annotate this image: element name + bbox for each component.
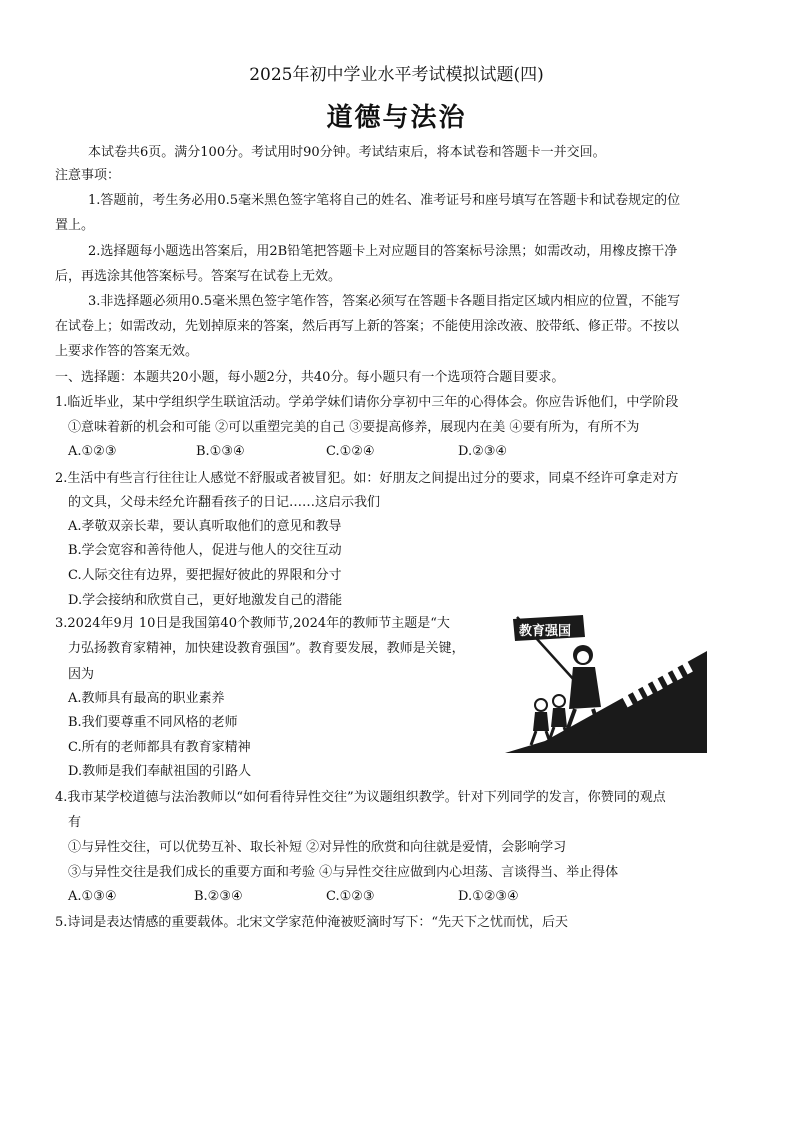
section-1-heading: 一、选择题：本题共20小题，每小题2分，共40分。每小题只有一个选项符合题目要求。 [55, 370, 565, 385]
q4-stem-line-1: 4.我市某学校道德与法治教师以“如何看待异性交往”为议题组织教学。针对下列同学的发言，你赞同的观点 [55, 790, 666, 805]
child-1-body [533, 712, 549, 731]
child-2-body [551, 708, 567, 727]
q2-option-d[interactable]: D.学会接纳和欣赏自己，更好地激发自己的潜能 [68, 593, 343, 608]
intro-text: 本试卷共6页。满分100分。考试用时90分钟。考试结束后，将本试卷和答题卡一并交回。 [88, 145, 606, 160]
q4-items-line-2: ③与异性交往是我们成长的重要方面和考验 ④与异性交往应做到内心坦荡、言谈得当、举止得体 [68, 865, 619, 880]
q3-stem-line-3: 因为 [68, 667, 95, 682]
note-1-line-1: 1.答题前，考生务必用0.5毫米黑色签字笔将自己的姓名、准考证号和座号填写在答题卡和试卷规定的位 [88, 193, 681, 208]
q1-items: ①意味着新的机会和可能 ②可以重塑完美的自己 ③要提高修养，展现内在美 ④要有所为，有所不为 [68, 420, 640, 435]
q4-option-d[interactable]: D.①②③④ [458, 889, 519, 904]
q2-option-c[interactable]: C.人际交往有边界，要把握好彼此的界限和分寸 [68, 568, 342, 583]
q4-option-a[interactable]: A.①③④ [68, 889, 117, 904]
q3-option-a[interactable]: A.教师具有最高的职业素养 [68, 691, 225, 706]
q4-items-line-1: ①与异性交往，可以优势互补、取长补短 ②对异性的欣赏和向往就是爱情，会影响学习 [68, 840, 567, 855]
q1-option-b[interactable]: B.①③④ [196, 444, 245, 459]
note-1-line-2: 置上。 [55, 218, 95, 233]
q2-stem-line-1: 2.生活中有些言行往往让人感觉不舒服或者被冒犯。如：好朋友之间提出过分的要求，同桌不经许可拿走对方 [55, 471, 679, 486]
q1-option-a[interactable]: A.①②③ [68, 444, 117, 459]
q2-option-b[interactable]: B.学会宽容和善待他人，促进与他人的交往互动 [68, 543, 342, 558]
q4-options [68, 887, 588, 907]
child-2-head [553, 695, 565, 707]
q4-stem-line-2: 有 [68, 815, 82, 830]
q3-option-c[interactable]: C.所有的老师都具有教育家精神 [68, 740, 251, 755]
q1-option-d[interactable]: D.②③④ [458, 444, 508, 459]
teacher-flag-illustration [505, 611, 707, 753]
q4-option-c[interactable]: C.①②③ [326, 889, 375, 904]
q2-stem-line-2: 的文具，父母未经允许翻看孩子的日记……这启示我们 [68, 495, 381, 510]
note-2-line-1: 2.选择题每小题选出答案后，用2B铅笔把答题卡上对应题目的答案标号涂黑；如需改动，用橡皮擦干净 [88, 244, 678, 259]
child-1-head [535, 699, 547, 711]
note-3-line-3: 上要求作答的答案无效。 [55, 344, 199, 359]
note-3-line-1: 3.非选择题必须用0.5毫米黑色签字笔作答，答案必须写在答题卡各题目指定区域内相应的位置，不能写 [88, 294, 681, 309]
q1-stem: 1.临近毕业，某中学组织学生联谊活动。学弟学妹们请你分享初中三年的心得体会。你应告诉他们，中学阶段 [55, 395, 679, 410]
note-3-line-2: 在试卷上；如需改动，先划掉原来的答案，然后再写上新的答案；不能使用涂改液、胶带纸、修正带。不按以 [55, 319, 680, 334]
flag-text: 教育强国 [519, 624, 572, 639]
q3-stem-line-2: 力弘扬教育家精神，加快建设教育强国”。教育要发展，教师是关键， [68, 641, 465, 656]
notes-heading: 注意事项： [55, 168, 121, 183]
q5-stem: 5.诗词是表达情感的重要载体。北宋文学家范仲淹被贬滴时写下：“先天下之忧而忧，后天 [55, 915, 569, 930]
q3-option-b[interactable]: B.我们要尊重不同风格的老师 [68, 715, 238, 730]
q1-option-c[interactable]: C.①②④ [326, 444, 375, 459]
q3-option-d[interactable]: D.教师是我们奉献祖国的引路人 [68, 764, 252, 779]
q2-option-a[interactable]: A.孝敬双亲长辈，要认真听取他们的意见和教导 [68, 519, 342, 534]
q4-option-b[interactable]: B.②③④ [194, 889, 243, 904]
exam-title: 道德与法治 [326, 103, 467, 133]
q3-stem-line-1: 3.2024年9月 10日是我国第40个教师节,2024年的教师节主题是“大 [55, 616, 450, 631]
q1-options [68, 442, 588, 462]
exam-subtitle: 2025年初中学业水平考试模拟试题(四) [249, 65, 544, 85]
note-2-line-2: 后，再选涂其他答案标号。答案写在试卷上无效。 [55, 269, 342, 284]
